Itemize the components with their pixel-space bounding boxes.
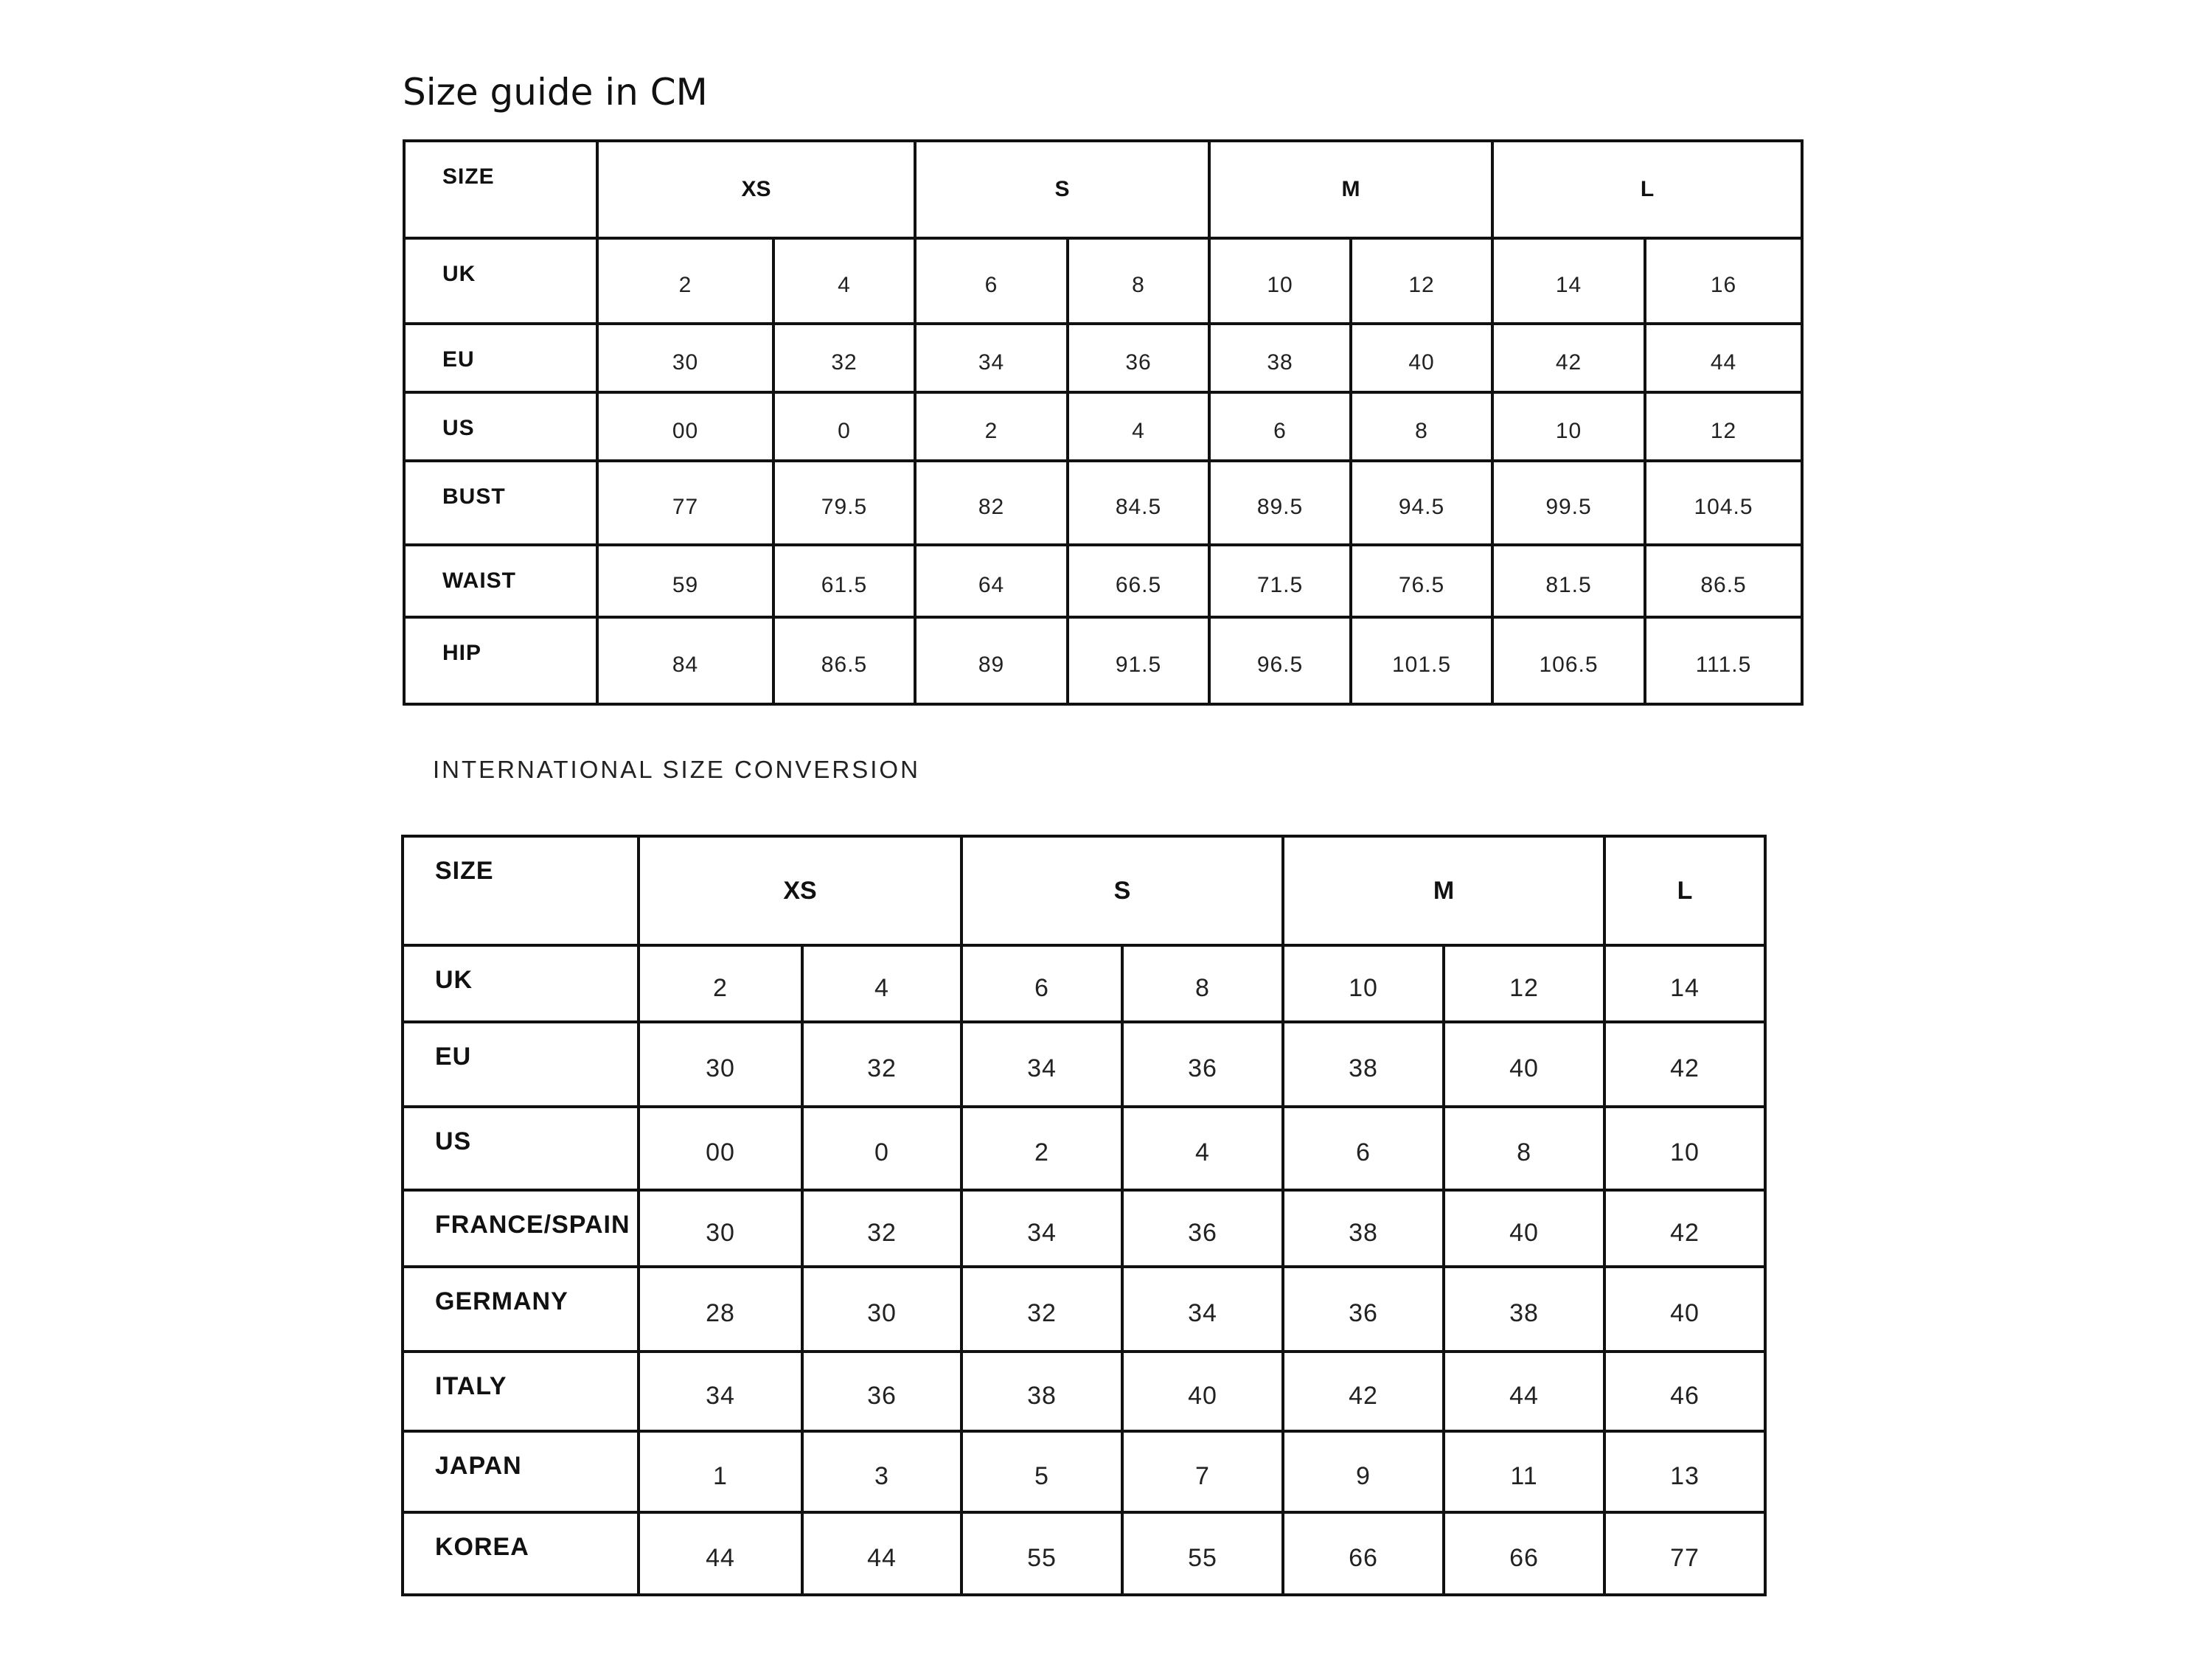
- table-cell: 00: [597, 392, 773, 461]
- table-row: [403, 1190, 1765, 1267]
- table-cell: 8: [1444, 1107, 1604, 1190]
- table-cell: 89.5: [1209, 461, 1351, 545]
- table-cell: 44: [1444, 1352, 1604, 1431]
- row-label: KOREA: [403, 1512, 639, 1595]
- table-cell: 89: [915, 617, 1068, 704]
- table-cell: 44: [639, 1512, 802, 1595]
- table-cell: 7: [1122, 1431, 1283, 1512]
- table-cell: 42: [1492, 324, 1645, 392]
- table-row: [404, 545, 1802, 617]
- table-cell: 30: [639, 1190, 802, 1267]
- table-cell: 36: [1122, 1190, 1283, 1267]
- row-label: EU: [403, 1022, 639, 1107]
- table-cell: 4: [773, 238, 915, 324]
- table-cell: 55: [1122, 1512, 1283, 1595]
- table-cell: 79.5: [773, 461, 915, 545]
- table-row: [404, 461, 1802, 545]
- table-cell: 71.5: [1209, 545, 1351, 617]
- table-cell: 0: [773, 392, 915, 461]
- table-cell: 11: [1444, 1431, 1604, 1512]
- table-cell: 3: [802, 1431, 961, 1512]
- table-cell: 32: [961, 1267, 1122, 1352]
- row-label: EU: [404, 324, 597, 392]
- table-row: [404, 238, 1802, 324]
- table-cell: 32: [802, 1022, 961, 1107]
- table-cell: 38: [1444, 1267, 1604, 1352]
- row-label: GERMANY: [403, 1267, 639, 1352]
- size-group-s: S: [961, 836, 1283, 945]
- table-cell: 55: [961, 1512, 1122, 1595]
- table-cell: 00: [639, 1107, 802, 1190]
- table-cell: 4: [1068, 392, 1209, 461]
- table-cell: 86.5: [773, 617, 915, 704]
- size-header: SIZE: [404, 141, 597, 238]
- size-guide-table: [403, 139, 1804, 706]
- table-row: [404, 324, 1802, 392]
- table-cell: 13: [1604, 1431, 1765, 1512]
- table-row: [403, 1267, 1765, 1352]
- table-row: [404, 617, 1802, 704]
- table-cell: 38: [1283, 1190, 1444, 1267]
- table-cell: 32: [773, 324, 915, 392]
- table-cell: 9: [1283, 1431, 1444, 1512]
- table-cell: 34: [1122, 1267, 1283, 1352]
- table-cell: 84: [597, 617, 773, 704]
- table-cell: 34: [639, 1352, 802, 1431]
- table-cell: 77: [1604, 1512, 1765, 1595]
- table-cell: 66: [1283, 1512, 1444, 1595]
- table-cell: 64: [915, 545, 1068, 617]
- row-label: BUST: [404, 461, 597, 545]
- table-cell: 94.5: [1351, 461, 1492, 545]
- table-cell: 14: [1604, 945, 1765, 1022]
- table-cell: 91.5: [1068, 617, 1209, 704]
- table-cell: 12: [1351, 238, 1492, 324]
- table-cell: 59: [597, 545, 773, 617]
- table-cell: 36: [1122, 1022, 1283, 1107]
- table-cell: 10: [1492, 392, 1645, 461]
- table-cell: 6: [961, 945, 1122, 1022]
- page-title: Size guide in CM: [403, 71, 708, 114]
- row-label: WAIST: [404, 545, 597, 617]
- row-label: US: [404, 392, 597, 461]
- table-cell: 30: [802, 1267, 961, 1352]
- table-cell: 10: [1283, 945, 1444, 1022]
- table-cell: 38: [1209, 324, 1351, 392]
- table-cell: 4: [1122, 1107, 1283, 1190]
- table-cell: 42: [1283, 1352, 1444, 1431]
- row-label: FRANCE/SPAIN: [403, 1190, 639, 1267]
- table-cell: 111.5: [1645, 617, 1802, 704]
- table-cell: 14: [1492, 238, 1645, 324]
- table-cell: 28: [639, 1267, 802, 1352]
- table-cell: 40: [1351, 324, 1492, 392]
- table-cell: 6: [915, 238, 1068, 324]
- table-cell: 8: [1068, 238, 1209, 324]
- size-group-l: L: [1604, 836, 1765, 945]
- table-cell: 76.5: [1351, 545, 1492, 617]
- table-row: [403, 1107, 1765, 1190]
- table-cell: 101.5: [1351, 617, 1492, 704]
- table-cell: 10: [1604, 1107, 1765, 1190]
- table-cell: 6: [1283, 1107, 1444, 1190]
- table-row: [403, 1352, 1765, 1431]
- row-label: UK: [403, 945, 639, 1022]
- size-conversion-table: [401, 835, 1767, 1596]
- table-row: [403, 945, 1765, 1022]
- table-cell: 16: [1645, 238, 1802, 324]
- table-cell: 0: [802, 1107, 961, 1190]
- table-row: [403, 1431, 1765, 1512]
- table-cell: 2: [639, 945, 802, 1022]
- size-group-m: M: [1283, 836, 1604, 945]
- table-cell: 4: [802, 945, 961, 1022]
- table-cell: 38: [1283, 1022, 1444, 1107]
- table-cell: 10: [1209, 238, 1351, 324]
- size-header: SIZE: [403, 836, 639, 945]
- table-cell: 5: [961, 1431, 1122, 1512]
- table-cell: 66.5: [1068, 545, 1209, 617]
- table-cell: 99.5: [1492, 461, 1645, 545]
- table-cell: 8: [1122, 945, 1283, 1022]
- table-cell: 12: [1444, 945, 1604, 1022]
- table-cell: 81.5: [1492, 545, 1645, 617]
- size-group-xs: XS: [597, 141, 915, 238]
- table-cell: 2: [597, 238, 773, 324]
- table-cell: 66: [1444, 1512, 1604, 1595]
- size-group-m: M: [1209, 141, 1492, 238]
- table-cell: 8: [1351, 392, 1492, 461]
- table-cell: 44: [1645, 324, 1802, 392]
- table-row: [403, 1512, 1765, 1595]
- table-cell: 40: [1122, 1352, 1283, 1431]
- table-cell: 6: [1209, 392, 1351, 461]
- row-label: JAPAN: [403, 1431, 639, 1512]
- table-cell: 104.5: [1645, 461, 1802, 545]
- size-group-l: L: [1492, 141, 1802, 238]
- table-cell: 30: [639, 1022, 802, 1107]
- row-label: HIP: [404, 617, 597, 704]
- table-cell: 2: [961, 1107, 1122, 1190]
- table-cell: 44: [802, 1512, 961, 1595]
- table-cell: 42: [1604, 1022, 1765, 1107]
- size-group-s: S: [915, 141, 1209, 238]
- table-cell: 2: [915, 392, 1068, 461]
- table-cell: 38: [961, 1352, 1122, 1431]
- table-cell: 36: [1283, 1267, 1444, 1352]
- table-cell: 32: [802, 1190, 961, 1267]
- table-cell: 106.5: [1492, 617, 1645, 704]
- table-cell: 61.5: [773, 545, 915, 617]
- row-label: UK: [404, 238, 597, 324]
- row-label: US: [403, 1107, 639, 1190]
- table-row: [404, 392, 1802, 461]
- table-cell: 40: [1444, 1190, 1604, 1267]
- table-cell: 12: [1645, 392, 1802, 461]
- table-cell: 36: [1068, 324, 1209, 392]
- table-cell: 77: [597, 461, 773, 545]
- section-subtitle: INTERNATIONAL SIZE CONVERSION: [433, 756, 920, 783]
- table-cell: 1: [639, 1431, 802, 1512]
- row-label: ITALY: [403, 1352, 639, 1431]
- table-cell: 34: [915, 324, 1068, 392]
- table-cell: 36: [802, 1352, 961, 1431]
- table-cell: 34: [961, 1022, 1122, 1107]
- size-group-xs: XS: [639, 836, 961, 945]
- table-cell: 96.5: [1209, 617, 1351, 704]
- table-cell: 34: [961, 1190, 1122, 1267]
- table-cell: 82: [915, 461, 1068, 545]
- table-cell: 40: [1444, 1022, 1604, 1107]
- table-cell: 30: [597, 324, 773, 392]
- table-row: [403, 1022, 1765, 1107]
- table-cell: 46: [1604, 1352, 1765, 1431]
- table-cell: 84.5: [1068, 461, 1209, 545]
- table-cell: 40: [1604, 1267, 1765, 1352]
- table-cell: 86.5: [1645, 545, 1802, 617]
- table-cell: 42: [1604, 1190, 1765, 1267]
